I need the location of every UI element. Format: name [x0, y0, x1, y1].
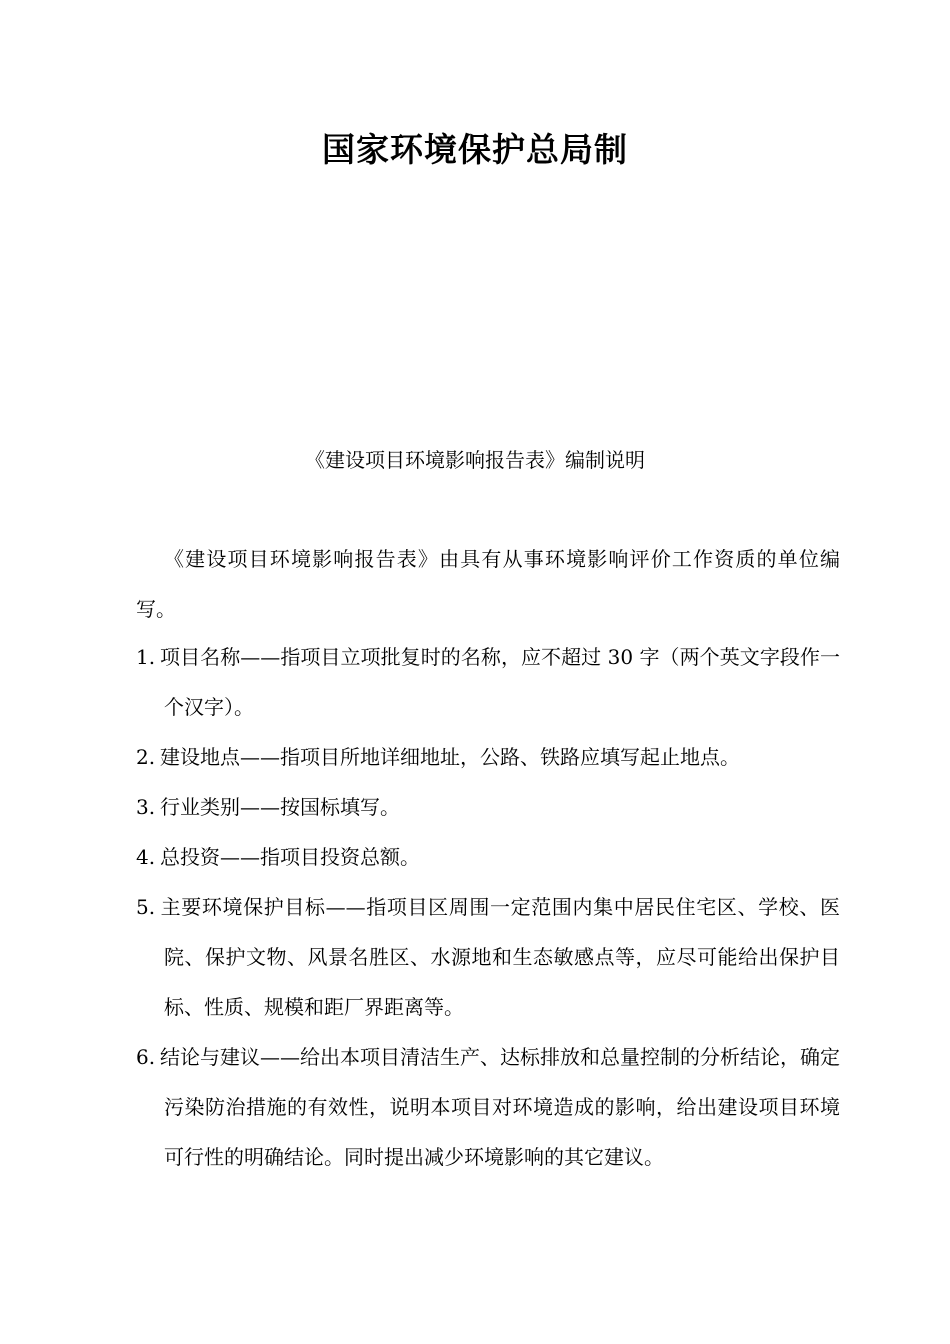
intro-paragraph: 《建设项目环境影响报告表》由具有从事环境影响评价工作资质的单位编写。 [136, 547, 840, 621]
list-item [136, 632, 840, 732]
item-number: 5. [136, 895, 156, 919]
item-number: 2. [136, 745, 156, 769]
item-number: 4. [136, 845, 156, 869]
item-number: 1. [136, 645, 156, 669]
item-text: 总投资——指项目投资总额。 [160, 845, 420, 869]
item-text: 项目名称——指项目立项批复时的名称，应不超过 30 字（两个英文字段作一个汉字）。 [160, 645, 840, 719]
list-item [136, 782, 840, 832]
item-text: 建设地点——指项目所地详细地址，公路、铁路应填写起止地点。 [160, 745, 740, 769]
instruction-list [136, 632, 840, 1182]
section-title: 《建设项目环境影响报告表》编制说明 [305, 448, 645, 472]
item-number: 3. [136, 795, 156, 819]
page-title: 国家环境保护总局制 [322, 130, 628, 169]
list-item [136, 732, 840, 782]
list-item [136, 882, 840, 1032]
list-item [136, 1032, 840, 1182]
item-text: 主要环境保护目标——指项目区周围一定范围内集中居民住宅区、学校、医院、保护文物、风景名胜区、水源地和生态敏感点等，应尽可能给出保护目标、性质、规模和距厂界距离等。 [160, 895, 840, 1019]
list-item [136, 832, 840, 882]
item-number: 6. [136, 1045, 156, 1069]
item-text: 结论与建议——给出本项目清洁生产、达标排放和总量控制的分析结论，确定污染防治措施的有效性，说明本项目对环境造成的影响，给出建设项目环境可行性的明确结论。同时提出减少环境影响的其它建议。 [160, 1045, 840, 1169]
item-text: 行业类别——按国标填写。 [160, 795, 400, 819]
